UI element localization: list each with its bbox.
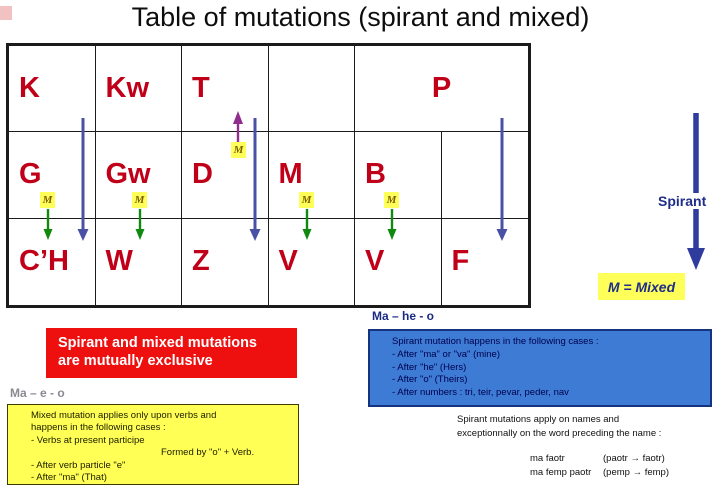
example-mutation: (pemp → femp): [603, 466, 669, 478]
mixed-marker-m: M: [299, 192, 314, 208]
spirant-box-line: - After "he" (Hers): [392, 361, 467, 373]
mixed-box-line: - After verb particle "e": [31, 459, 126, 471]
mixed-box-line: Mixed mutation applies only upon verbs and: [31, 410, 217, 421]
mixed-mutation-box: [7, 404, 299, 485]
mixed-box-line: happens in the following cases :: [31, 422, 166, 434]
cell-z: Z: [182, 219, 269, 305]
cell-v1: V: [269, 219, 356, 305]
spirant-names-note: [457, 413, 661, 440]
cell-p: P: [355, 46, 528, 132]
mixed-marker-b: M: [384, 192, 399, 208]
spirant-box-line: - After "ma" or "va" (mine): [392, 348, 500, 360]
page-title: Table of mutations (spirant and mixed): [131, 2, 590, 32]
mutation-examples: [530, 451, 669, 479]
mutation-table: [6, 43, 531, 308]
cell-empty-row2: [442, 132, 529, 218]
exclusivity-note-line2: are mutually exclusive: [58, 352, 213, 369]
cell-d: D: [182, 132, 269, 218]
spirant-box-line: - After "o" (Theirs): [392, 374, 468, 386]
cell-gw: Gw: [96, 132, 183, 218]
mixed-marker-g: M: [40, 192, 55, 208]
example-row: [530, 451, 669, 465]
exclusivity-note-line1: Spirant and mixed mutations: [58, 335, 257, 351]
cell-k: K: [9, 46, 96, 132]
spirant-arrow-label: Spirant: [655, 193, 709, 209]
mixed-marker-gw: M: [132, 192, 147, 208]
spirant-box-line: - After numbers : tri, teir, pevar, peder, nav: [392, 387, 569, 399]
cell-empty-row1: [269, 46, 356, 132]
cell-kw: Kw: [96, 46, 183, 132]
mixed-box-line: - After "ma" (That): [31, 472, 107, 484]
mixed-box-line: - Verbs at present participe: [31, 434, 145, 446]
spirant-names-note-line2: exceptionnally on the word preceding the name :: [457, 427, 662, 439]
example-row: [530, 465, 669, 479]
example-phrase: ma femp paotr: [530, 466, 592, 478]
exclusivity-note: [46, 328, 297, 378]
mixed-box-line: Formed by "o" + Verb.: [161, 447, 255, 459]
cell-b: B: [355, 132, 442, 218]
example-phrase: ma faotr: [530, 452, 565, 464]
mixed-box-heading: Ma – e - o: [10, 386, 65, 400]
cell-g: G: [9, 132, 96, 218]
mixed-marker-d: M: [231, 142, 246, 158]
cell-w: W: [96, 219, 183, 305]
spirant-legend-arrow: [687, 113, 705, 270]
spirant-names-note-line1: Spirant mutations apply on names and: [457, 414, 620, 425]
mixed-marker-legend: M = Mixed: [598, 273, 685, 300]
cell-ch: C’H: [9, 219, 96, 305]
spirant-mutation-box: [368, 329, 712, 407]
spirant-box-heading: Ma – he - o: [372, 309, 435, 323]
spirant-box-line: Spirant mutation happens in the following cases :: [392, 336, 599, 347]
example-mutation: (paotr → faotr): [603, 452, 665, 464]
cell-t: T: [182, 46, 269, 132]
cell-f: F: [451, 245, 470, 278]
cell-m: M: [269, 132, 356, 218]
cell-v2: V: [355, 219, 442, 305]
